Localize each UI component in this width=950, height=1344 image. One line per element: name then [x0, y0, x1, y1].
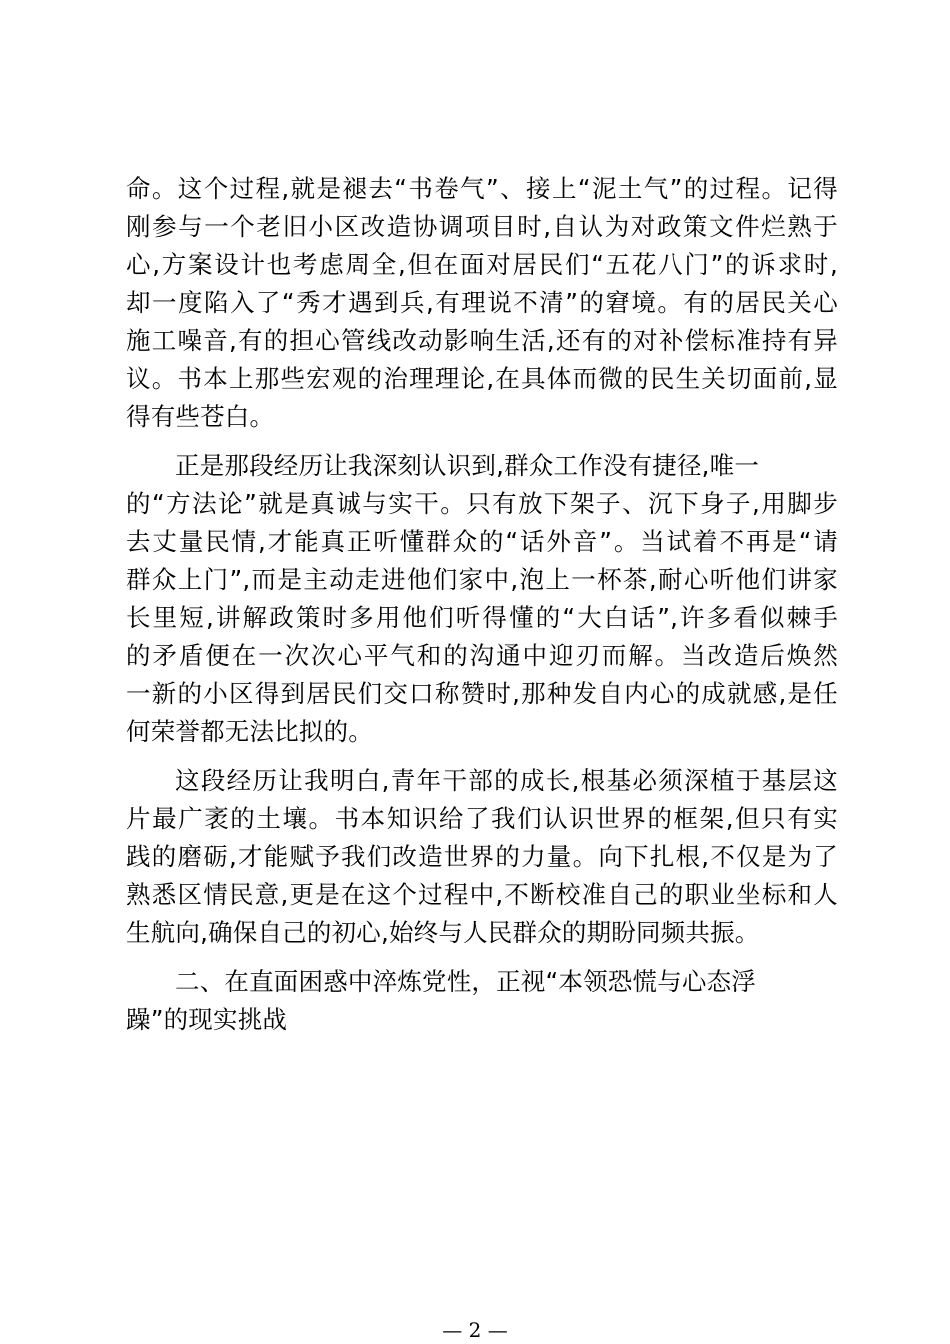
section-heading	[126, 963, 838, 1039]
text-line: 得有些苍白。	[126, 402, 275, 431]
text-line: 议。书本上那些宏观的治理理论,在具体而微的民生关切面前,显	[126, 364, 838, 393]
text-line: 的矛盾便在一次次心平气和的沟通中迎刃而解。当改造后焕然	[126, 641, 838, 670]
paragraph-1	[126, 170, 838, 436]
text-line: 这段经历让我明白,青年干部的成长,根基必须深植于基层这	[175, 766, 838, 795]
text-line: 践的磨砺,才能赋予我们改造世界的力量。向下扎根,不仅是为了	[126, 842, 838, 871]
text-line: 正是那段经历让我深刻认识到,群众工作没有捷径,唯一	[175, 451, 760, 480]
text-line: 长里短,讲解政策时多用他们听得懂的“大白话”,许多看似棘手	[126, 603, 838, 632]
text-line: 一新的小区得到居民们交口称赞时,那种发自内心的成就感,是任	[126, 679, 838, 708]
text-line: 心,方案设计也考虑周全,但在面对居民们“五花八门”的诉求时,	[126, 250, 838, 279]
text-line: 何荣誉都无法比拟的。	[126, 717, 373, 746]
text-line: 群众上门”,而是主动走进他们家中,泡上一杯茶,耐心听他们讲家	[126, 565, 838, 594]
text-line: 片最广袤的土壤。书本知识给了我们认识世界的框架,但只有实	[126, 804, 838, 833]
document-body	[126, 170, 838, 1039]
text-line: 的“方法论”就是真诚与实干。只有放下架子、沉下身子,用脚步	[126, 489, 838, 518]
heading-line: 躁”的现实挑战	[126, 1005, 288, 1034]
text-line: 生航向,确保自己的初心,始终与人民群众的期盼同频共振。	[126, 918, 760, 947]
page-number: — 2 —	[442, 1318, 508, 1342]
heading-line: 二、在直面困惑中淬炼党性，正视“本领恐慌与心态浮	[175, 967, 756, 996]
text-line: 施工噪音,有的担心管线改动影响生活,还有的对补偿标准持有异	[126, 326, 838, 355]
paragraph-2	[126, 447, 838, 751]
text-line: 熟悉区情民意,更是在这个过程中,不断校准自己的职业坐标和人	[126, 880, 838, 909]
text-line: 命。这个过程,就是褪去“书卷气”、接上“泥土气”的过程。记得	[126, 174, 838, 203]
paragraph-3	[126, 762, 838, 952]
text-line: 却一度陷入了“秀才遇到兵,有理说不清”的窘境。有的居民关心	[126, 288, 838, 317]
text-line: 刚参与一个老旧小区改造协调项目时,自认为对政策文件烂熟于	[126, 212, 838, 241]
text-line: 去丈量民情,才能真正听懂群众的“话外音”。当试着不再是“请	[126, 527, 838, 556]
